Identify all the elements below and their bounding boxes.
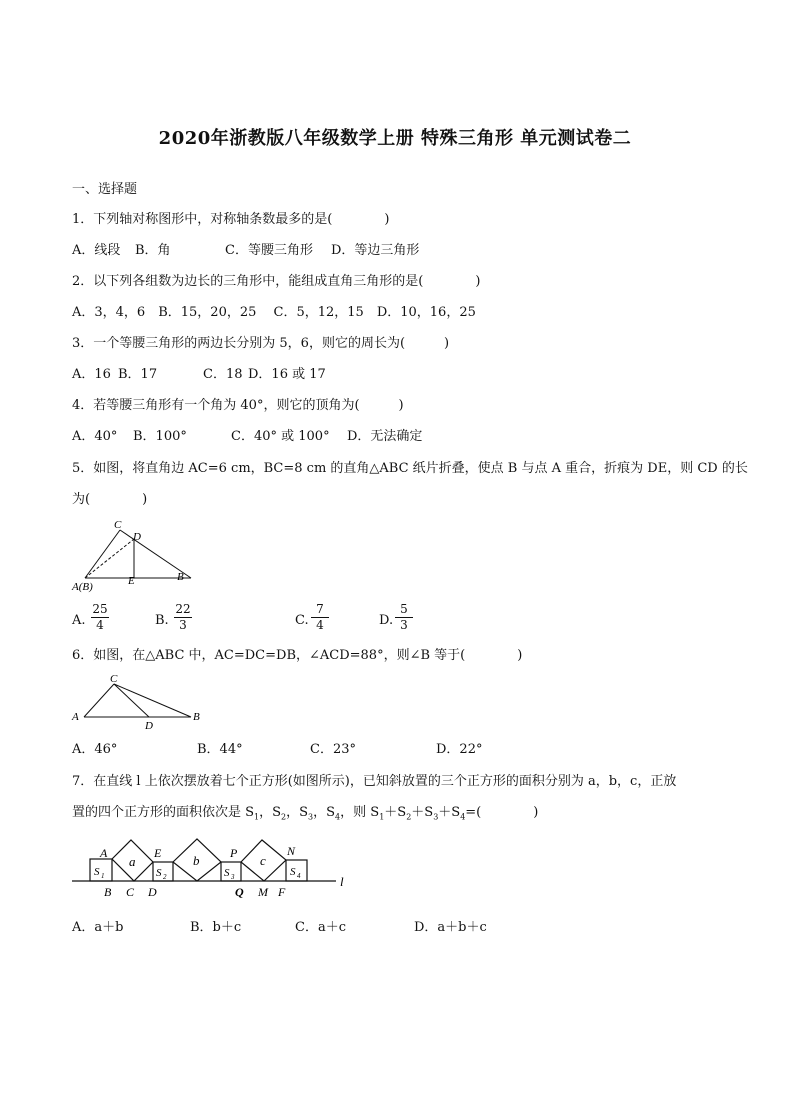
q4-option-d[interactable]: D．无法确定 <box>347 429 423 444</box>
q5-b-numerator: 22 <box>175 602 191 616</box>
q7-option-d[interactable]: D．a＋b＋c <box>414 920 487 935</box>
q3-option-c[interactable]: C．18 <box>203 367 243 382</box>
q5-label-b: B <box>177 571 184 583</box>
q7-label-S3: S <box>224 867 230 879</box>
q4-option-c[interactable]: C．40° 或 100° <box>231 429 330 444</box>
q7-label-B: B <box>104 885 112 899</box>
q7-stem-end: =( ) <box>465 805 539 820</box>
q4-stem: 4．若等腰三角形有一个角为 40°，则它的顶角为( ) <box>72 398 404 413</box>
q5-option-c-fraction <box>311 603 329 632</box>
q7-label-S3-sub: 3 <box>231 873 235 881</box>
q5-label-c: C <box>114 519 122 531</box>
q5-option-b[interactable]: B. <box>155 613 169 628</box>
q7-label-S2-sub: 2 <box>163 873 167 881</box>
q5-option-d-fraction <box>395 603 413 632</box>
q7-label-S4-sub: 4 <box>297 872 301 880</box>
q5-c-denominator: 4 <box>316 618 324 632</box>
q7-stem-mid: ，则 S <box>340 805 380 820</box>
q7-label-M: M <box>258 885 268 899</box>
q7-label-l: l <box>340 874 344 889</box>
q7-stem-line2: 置的四个正方形的面积依次是 $S_1$，$S_2$，$S_3$，$S_4$，则 $S_1+S_2+S_3+S_4=$( ) <box>72 805 539 822</box>
q5-triangle-figure <box>70 518 200 596</box>
q2-options[interactable]: A．3，4，6 B．15，20，25 C．5，12，15 D．10，16，25 <box>72 305 476 320</box>
q4-option-a[interactable]: A．40° <box>72 429 118 444</box>
q5-option-a[interactable]: A. <box>72 613 86 628</box>
q6-label-c: C <box>110 673 118 685</box>
q6-label-d: D <box>145 720 153 732</box>
q1-option-d[interactable]: D．等边三角形 <box>331 243 420 258</box>
q5-label-d: D <box>133 531 141 543</box>
q7-label-E: E <box>154 846 162 860</box>
q1-option-a[interactable]: A．线段 <box>72 243 121 258</box>
q7-label-S1: S <box>94 866 100 878</box>
q5-d-numerator: 5 <box>400 602 408 616</box>
q7-label-Q: Q <box>235 885 244 899</box>
q7-label-A: A <box>100 846 108 860</box>
q5-d-denominator: 3 <box>400 618 408 632</box>
q5-a-numerator: 25 <box>92 602 108 616</box>
q5-stem-line1: 5．如图，将直角边 AC=6 cm，BC=8 cm 的直角△ABC 纸片折叠，使点 B 与点 A 重合，折痕为 DE，则 CD 的长 <box>72 461 748 476</box>
q7-label-F: F <box>278 885 286 899</box>
q7-label-D: D <box>148 885 157 899</box>
q6-option-a[interactable]: A．46° <box>72 742 118 757</box>
q7-label-N: N <box>287 844 296 858</box>
q1-option-b[interactable]: B．角 <box>135 243 171 258</box>
q3-option-b[interactable]: B．17 <box>118 367 158 382</box>
q5-stem-line2: 为( ) <box>72 492 148 507</box>
q7-option-b[interactable]: B．b＋c <box>190 920 242 935</box>
q5-option-b-fraction <box>174 603 192 632</box>
q3-option-d[interactable]: D．16 或 17 <box>248 367 326 382</box>
q7-option-c[interactable]: C．a＋c <box>295 920 346 935</box>
section-heading: 一、选择题 <box>72 182 138 197</box>
q6-option-b[interactable]: B．44° <box>197 742 243 757</box>
q7-option-a[interactable]: A．a＋b <box>72 920 124 935</box>
q7-stem-line1: 7．在直线 l 上依次摆放着七个正方形(如图所示)，已知斜放置的三个正方形的面积分别为 a，b，c，正放 <box>72 774 677 789</box>
page-title: 2020年浙教版八年级数学上册 特殊三角形 单元测试卷二 <box>158 128 632 149</box>
q7-squares-figure <box>68 836 358 902</box>
q5-option-d[interactable]: D. <box>379 613 394 628</box>
q6-option-d[interactable]: D．22° <box>436 742 483 757</box>
q7-label-c: c <box>260 853 266 868</box>
q6-stem: 6．如图，在△ABC 中，AC=DC=DB，∠ACD=88°，则∠B 等于( ) <box>72 648 523 663</box>
q5-label-e: E <box>128 575 135 587</box>
q5-a-denominator: 4 <box>96 618 104 632</box>
q1-stem: 1．下列轴对称图形中，对称轴条数最多的是( ) <box>72 212 390 227</box>
q6-label-b: B <box>193 711 200 723</box>
q3-stem: 3．一个等腰三角形的两边长分别为 5，6，则它的周长为( ) <box>72 336 450 351</box>
q6-triangle-figure <box>70 672 210 732</box>
q5-b-denominator: 3 <box>179 618 187 632</box>
q7-label-b: b <box>193 853 200 868</box>
q6-label-a: A <box>72 711 79 723</box>
q5-label-ab: A(B) <box>72 581 93 593</box>
q3-option-a[interactable]: A．16 <box>72 367 111 382</box>
q5-c-numerator: 7 <box>316 602 324 616</box>
q7-label-P: P <box>230 846 238 860</box>
q4-option-b[interactable]: B．100° <box>133 429 187 444</box>
q7-label-a: a <box>129 854 136 869</box>
q7-stem-pre: 置的四个正方形的面积依次是 S <box>72 805 255 820</box>
q7-label-S4: S <box>290 866 296 878</box>
q5-option-a-fraction <box>91 603 109 632</box>
q7-label-S1-sub: 1 <box>101 872 105 880</box>
q7-label-S2: S <box>156 867 162 879</box>
q2-stem: 2．以下列各组数为边长的三角形中，能组成直角三角形的是( ) <box>72 274 481 289</box>
q7-label-C: C <box>126 885 135 899</box>
q5-option-c[interactable]: C. <box>295 613 309 628</box>
q6-option-c[interactable]: C．23° <box>310 742 356 757</box>
q1-option-c[interactable]: C．等腰三角形 <box>225 243 313 258</box>
